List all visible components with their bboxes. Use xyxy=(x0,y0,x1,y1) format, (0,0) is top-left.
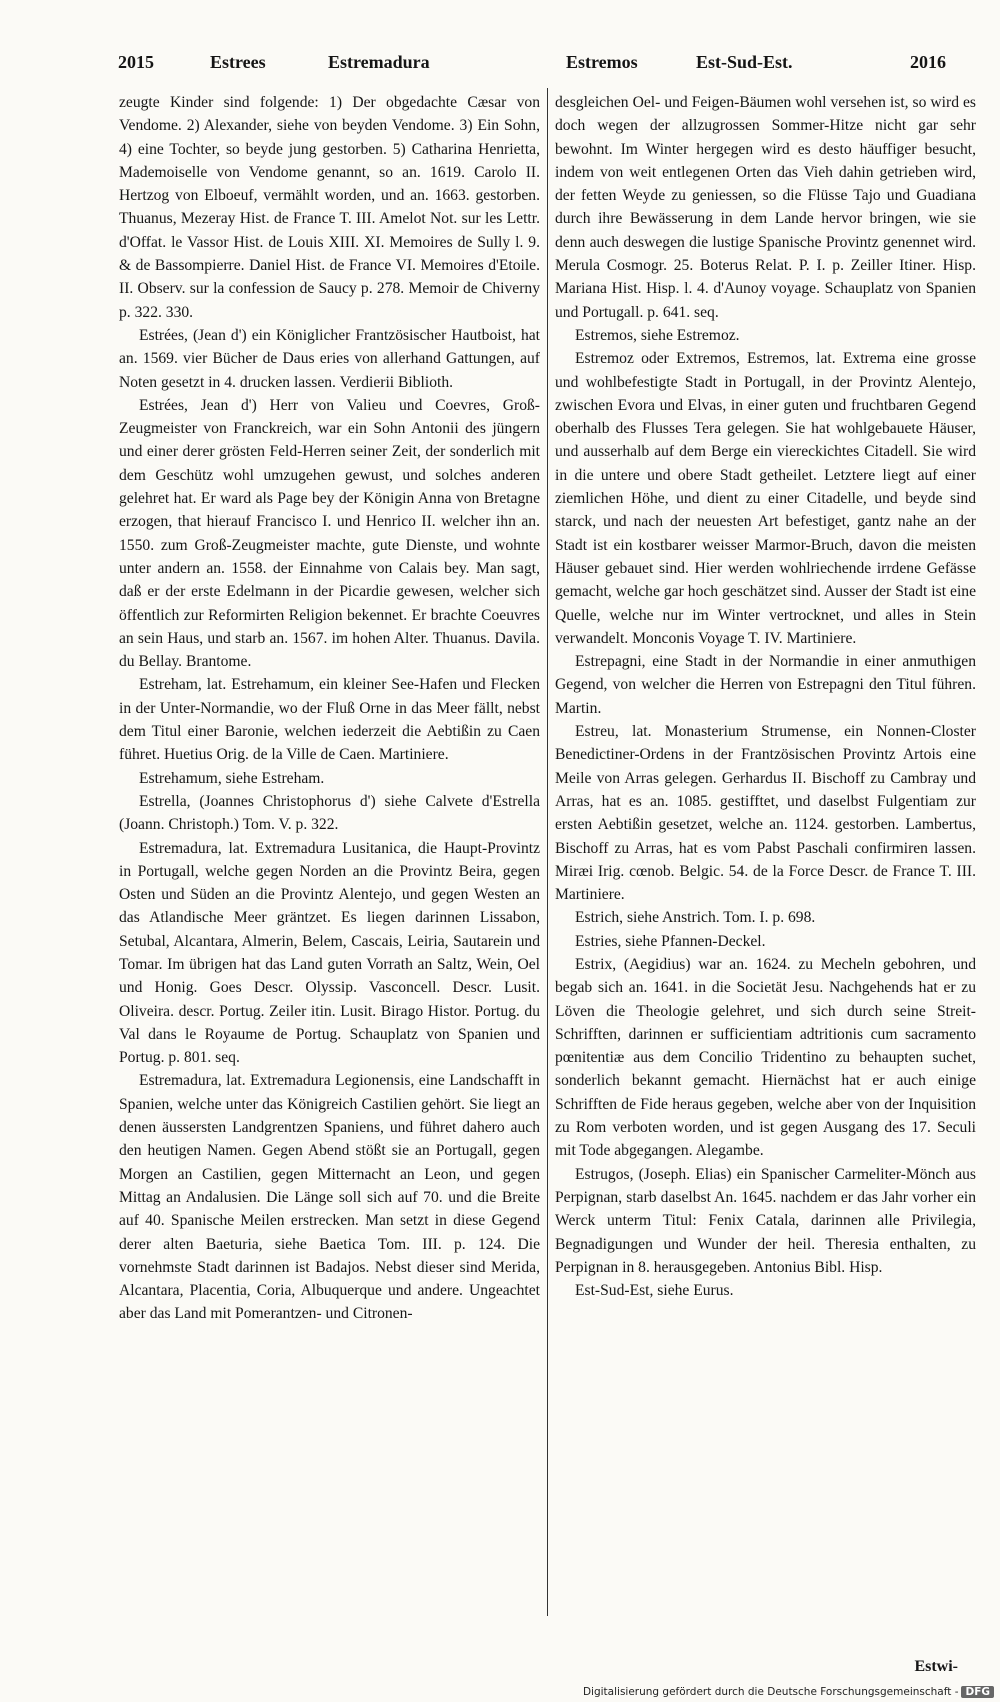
header-keyword-1: Estrees xyxy=(210,52,266,72)
left-column xyxy=(119,91,540,1326)
dictionary-entry: Estries, siehe Pfannen-Deckel. xyxy=(575,932,766,950)
dictionary-entry: Estrepagni, eine Stadt in der Normandie in einer anmuthigen Gegend, von welcher die Herren von Estrepagni den Titul führen. Martin. xyxy=(555,653,976,717)
dictionary-entry: Estrehamum, siehe Estreham. xyxy=(139,769,325,787)
page-number-right: 2016 xyxy=(910,52,946,72)
dfg-logo: DFG xyxy=(961,1686,994,1698)
page-header xyxy=(118,52,958,82)
header-keyword-3: Estremos xyxy=(566,52,638,72)
column-divider xyxy=(547,88,548,1616)
dictionary-entry: Estreham, lat. Estrehamum, ein kleiner See-Hafen und Flecken in der Unter-Normandie, wo der Fluß Orne in das Meer fällt, nebst dem Titul einer Baronie, welchen iederzeit die Aebtißin zu Caen führet. Huetius Orig. de la Ville de Caen. Martiniere. xyxy=(119,676,540,764)
right-column xyxy=(555,91,976,1302)
digitization-footer xyxy=(560,1686,1000,1702)
header-keyword-2: Estremadura xyxy=(328,52,430,72)
dictionary-entry: Estremos, siehe Estremoz. xyxy=(575,326,740,344)
dictionary-entry: Estrugos, (Joseph. Elias) ein Spanischer Carmeliter-Mönch aus Perpignan, starb daselbst An. 1645. nachdem er das Jahr vorher ein Werck unterm Titul: Fenix Catala, darinnen alle Privilegia, Begnadigungen und Wunder der heil. Theresia enthalten, zu Perpignan in 8. herausgegeben. Antonius Bibl. Hisp. xyxy=(555,1165,976,1276)
dictionary-entry: Estremoz oder Extremos, Estremos, lat. Extrema eine grosse und wohlbefestigte Stadt in Portugall, in der Provintz Alentejo, zwischen Evora und Elvas, in einer guten und fruchtbaren Gegend oberhalb des Flusses Tera gelegen. Sie hat wohlgebauete Häuser, und ausserhalb auf dem Berge ein viereckichtes Citadell. Sie wird in die untere und obere Stadt getheilet. Letztere liegt auf einer ziemlichen Höhe, und dient zu einer Citadelle, und beyde sind starck, und nach der neuesten Art befestiget, gantz nahe an der Stadt ist ein kostbarer weisser Marmor-Bruch, davon die meisten Häuser gebauet sind. Hier werden wohlriechende irrdene Gefässe gemacht, welche gar hoch geschätzet sind. Ausser der Stadt ist eine Quelle, welche nur im Winter vertrocknet, und alles in Stein verwandelt. Monconis Voyage T. IV. Martiniere. xyxy=(555,350,976,647)
dictionary-entry: zeugte Kinder sind folgende: 1) Der obgedachte Cæsar von Vendome. 2) Alexander, siehe von beyden Vendome. 3) Ein Sohn, 4) eine Tochter, so beyde jung gestorben. 5) Catharina Henrietta, Mademoiselle von Vendome genannt, so an. 1619. Carolo II. Hertzog von Elboeuf, vermählt worden, und an. 1663. gestorben. Thuanus, Mezeray Hist. de France T. III. Amelot Not. sur les Lettr. d'Offat. le Vassor Hist. de Louis XIII. XI. Memoires de Sully l. 9. & de Bassompierre. Daniel Hist. de France VI. Memoires d'Etoile. II. Observ. sur la confession de Saucy p. 278. Memoir de Chiverny p. 322. 330. xyxy=(119,94,540,321)
dictionary-entry: desgleichen Oel- und Feigen-Bäumen wohl versehen ist, so wird es doch wegen der allzugrossen Sommer-Hitze nicht gar sehr bewohnt. Im Winter hergegen wird es desto häuffiger besucht, indem von weit entlegenen Orten das Vieh dahin getrieben wird, der fetten Weyde zu geniessen, so die Flüsse Tajo und Guadiana durch ihre Bewässerung in dem Lande hervor bringen, wie sie denn auch deswegen die lustige Spanische Provintz genennet wird. Merula Cosmogr. 25. Boterus Relat. P. I. p. Zeiller Itiner. Hisp. Mariana Hist. Hisp. l. 4. d'Aunoy voyage. Schauplatz von Spanien und Portugall. p. 641. seq. xyxy=(555,94,976,321)
dictionary-entry: Est-Sud-Est, siehe Eurus. xyxy=(575,1282,734,1300)
dictionary-entry: Estrich, siehe Anstrich. Tom. I. p. 698. xyxy=(575,909,816,927)
dictionary-entry: Estremadura, lat. Extremadura Legionensis, eine Landschafft in Spanien, welche unter das Königreich Castilien gehört. Sie liegt an denen äussersten Landgrentzen Spaniens, und führet dahero auch den heutigen Namen. Gegen Abend stößt sie an Portugall, gegen Morgen an Castilien, gegen Mitternacht an Leon, und gegen Mittag an Andalusien. Die Länge soll sich auf 70. und die Breite auf 40. Spanische Meilen erstrecken. Man setzt in diese Gegend derer alten Baeturia, siehe Baetica Tom. III. p. 124. Die vornehmste Stadt darinnen ist Badajos. Nebst dieser sind Merida, Alcantara, Placentia, Coria, Albuquerque und andere. Ungeachtet aber das Land mit Pomerantzen- und Citronen- xyxy=(119,1072,540,1323)
dictionary-entry: Estrella, (Joannes Christophorus d') siehe Calvete d'Estrella (Joann. Christoph.) Tom. V. p. 322. xyxy=(119,792,540,834)
header-keyword-4: Est-Sud-Est. xyxy=(696,52,793,72)
page-number-left: 2015 xyxy=(118,52,154,72)
catchword: Estwi- xyxy=(914,1658,958,1675)
dictionary-entry: Estremadura, lat. Extremadura Lusitanica, die Haupt-Provintz in Portugall, welche gegen Norden an die Provintz Beira, gegen Osten und Süden an die Provintz Alentejo, und gegen Westen an das Atlandische Meer gräntzet. Es liegen darinnen Lissabon, Setubal, Alcantara, Almerin, Belem, Cascais, Leiria, Sautarein und Tomar. Im übrigen hat das Land guten Vorrath an Saltz, Wein, Oel und Honig. Goes Descr. Olyssip. Vasconcell. Descr. Lusit. Oliveira. descr. Portug. Zeiler itin. Lusit. Birago Histor. Portug. du Val dans le Royaume de Portug. Schauplatz von Spanien und Portug. p. 801. seq. xyxy=(119,839,540,1067)
dictionary-entry: Estrées, Jean d') Herr von Valieu und Coevres, Groß-Zeugmeister von Franckreich, war ein Sohn Antonii des jüngern und einer derer grösten Feld-Herren seiner Zeit, der sonderlich mit dem Geschütz wohl umzugehen gewust, und solches anderen gelehret hat. Er ward als Page bey der Königin Anna von Bretagne erzogen, that hierauf Francisco I. und Henrico II. welcher ihn an. 1550. zum Groß-Zeugmeister machte, gute Dienste, und wohnte unter andern an. 1558. der Einnahme von Calais bey. Man sagt, daß er der erste Edelmann in der Picardie gewesen, welcher sich öffentlich zur Reformirten Religion bekennet. Er brachte Coeuvres an sein Haus, und starb an. 1567. im hohen Alter. Thuanus. Davila. du Bellay. Brantome. xyxy=(119,396,540,671)
dictionary-entry: Estrix, (Aegidius) war an. 1624. zu Mecheln gebohren, und begab sich an. 1641. in die Societät Jesu. Nachgehends hat er zu Löven die Theologie gelehret, und sich durch seine Streit-Schrifften, darinnen er sufficientiam adtritionis cum sacramento pœnitentiæ aus dem Concilio Tridentino zu behaupten suchet, sonderlich bekannt gemacht. Hiernächst hat er auch einige Schrifften de Fide heraus gegeben, welche aber von der Inquisition zu Rom verboten worden, und ist gegen Ausgang des 17. Seculi mit Tode abgegangen. Alegambe. xyxy=(555,955,976,1160)
footer-text: Digitalisierung gefördert durch die Deutsche Forschungsgemeinschaft - xyxy=(582,1686,959,1698)
dictionary-entry: Estreu, lat. Monasterium Strumense, ein Nonnen-Closter Benedictiner-Ordens in der Frantzösischen Provintz Artois eine Meile von Arras gelegen. Gerhardus II. Bischoff zu Cambray und Arras, hat es an. 1085. gestifftet, und daselbst Fulgentiam zur ersten Aebtißin gesetzet, welche an. 1124. gestorben. Lambertus, Bischoff zu Arras, hat es vom Pabst Paschali confirmiren lassen. Miræi Irig. cœnob. Belgic. 54. de la Force Descr. de France T. III. Martiniere. xyxy=(555,723,976,904)
dictionary-entry: Estrées, (Jean d') ein Königlicher Frantzösischer Hautboist, hat an. 1569. vier Bücher de Daus eries von allerhand Gattungen, auf Noten gesetzt in 4. drucken lassen. Verdierii Biblioth. xyxy=(119,326,540,391)
